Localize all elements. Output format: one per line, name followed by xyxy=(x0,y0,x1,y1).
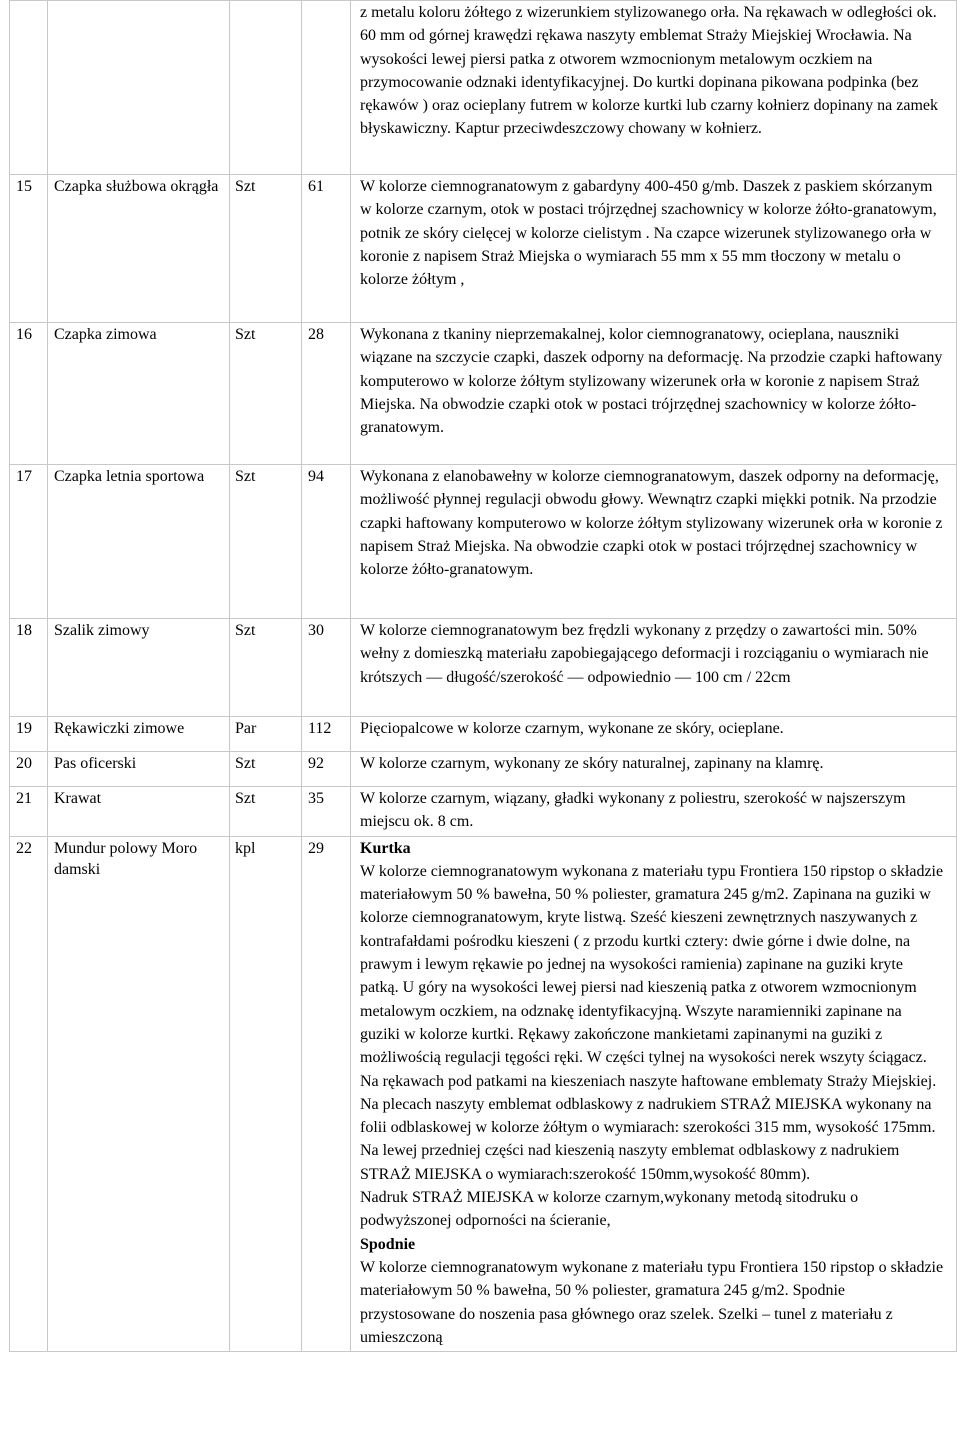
cell-quantity xyxy=(302,1,351,175)
cell-number: 18 xyxy=(10,619,48,717)
cell-quantity: 92 xyxy=(302,752,351,787)
cell-quantity: 94 xyxy=(302,465,351,619)
cell-number: 21 xyxy=(10,787,48,837)
cell-quantity: 112 xyxy=(302,717,351,752)
cell-number: 16 xyxy=(10,323,48,465)
cell-description: Wykonana z elanobawełny w kolorze ciemnogranatowym, daszek odporny na deformację, możliwość płynnej regulacji obwodu głowy. Wewnątrz czapki miękki potnik. Na przodzie czapki haftowany komputerowo w kolorze żółtym stylizowany wizerunek orła w koronie z napisem Straż Miejska. Na obwodzie czapki otok w postaci trójrzędnej szachownicy w kolorze żółto-granatowym. xyxy=(351,465,957,619)
cell-description: W kolorze czarnym, wykonany ze skóry naturalnej, zapinany na klamrę. xyxy=(351,752,957,787)
description-paragraph: W kolorze ciemnogranatowym wykonana z materiału typu Frontiera 150 ripstop o składzie materiałowym 50 % bawełna, 50 % poliester, gramatura 245 g/m2. Zapinana na guziki w kolorze ciemnogranatowym, kryte listwą. Sześć kieszeni zewnętrznych naszywanych z kontrafałdami pośrodku kieszeni ( z przodu kurtki cztery: dwie górne i dwie dolne, na prawym i lewym rękawie po jednej na wysokości ramienia) zapinane na guziki kryte patką. U góry na wysokości lewej piersi nad kieszenią patka z otworem wzmocnionym metalowym oczkiem, na odznakę identyfikacyjną. Wszyte naramienniki zapinane na guziki w kolorze kurtki. Rękawy zakończone mankietami zapinanymi na guziki z możliwością regulacji tęgości ręki. W części tylnej na wysokości nerek wszyty ściągacz. Na rękawach pod patkami na kieszeniach naszyte haftowane emblematy Straży Miejskiej. Na plecach naszyty emblemat odblaskowy z nadrukiem STRAŻ MIEJSKA wykonany na folii odblaskowej w kolorze żółtym o wymiarach: szerokości 315 mm, wysokość 175mm. Na lewej przedniej części nad kieszenią naszyty emblemat odblaskowy z nadrukiem STRAŻ MIEJSKA o wymiarach:szerokość 150mm,wysokość 80mm). xyxy=(360,862,944,1183)
cell-item-name: Czapka letnia sportowa xyxy=(48,465,230,619)
table-row-continuation xyxy=(10,1,957,175)
cell-quantity: 30 xyxy=(302,619,351,717)
description-text: z metalu koloru żółtego z wizerunkiem stylizowanego orła. Na rękawach w odległości ok. 60 mm od górnej krawędzi rękawa naszyty emblemat Straży Miejskiej Wrocławia. Na wysokości lewej piersi patka z otworem wzmocnionym metalowym oczkiem na przymocowanie odznaki identyfikacyjnej. Do kurtki dopinana pikowana podpinka (bez rękawów ) oraz ocieplany futrem w kolorze kurtki lub czarny kołnierz dopinany na zamek błyskawiczny. Kaptur przeciwdeszczowy chowany w kołnierz. xyxy=(360,4,938,138)
table-row xyxy=(10,465,957,619)
cell-unit: Szt xyxy=(230,752,302,787)
cell-unit: kpl xyxy=(230,836,302,1352)
cell-quantity: 61 xyxy=(302,175,351,323)
cell-description: W kolorze ciemnogranatowym bez frędzli wykonany z przędzy o zawartości min. 50% wełny z domieszką materiału zapobiegającego deformacji i rozciąganiu o wymiarach nie krótszych — długość/szerokość — odpowiednio — 100 cm / 22cm xyxy=(351,619,957,717)
cell-item-name: Krawat xyxy=(48,787,230,837)
cell-quantity: 28 xyxy=(302,323,351,465)
cell-unit: Szt xyxy=(230,619,302,717)
cell-number: 19 xyxy=(10,717,48,752)
cell-number: 20 xyxy=(10,752,48,787)
cell-unit: Szt xyxy=(230,175,302,323)
description-paragraph: W kolorze ciemnogranatowym wykonane z materiału typu Frontiera 150 ripstop o składzie materiałowym 50 % bawełna, 50 % poliester, gramatura 245 g/m2. Spodnie przystosowane do noszenia pasa głównego oraz szelek. Szelki – tunel z materiału z umieszczoną xyxy=(360,1258,944,1346)
cell-quantity: 29 xyxy=(302,836,351,1352)
cell-unit: Par xyxy=(230,717,302,752)
table-row xyxy=(10,717,957,752)
table-row xyxy=(10,323,957,465)
table-row xyxy=(10,619,957,717)
table-row xyxy=(10,787,957,837)
cell-item-name: Czapka służbowa okrągła xyxy=(48,175,230,323)
cell-description: Pięciopalcowe w kolorze czarnym, wykonane ze skóry, ocieplane. xyxy=(351,717,957,752)
specification-table-body xyxy=(10,1,957,1352)
cell-number: 17 xyxy=(10,465,48,619)
cell-item-name: Czapka zimowa xyxy=(48,323,230,465)
cell-number: 15 xyxy=(10,175,48,323)
cell-description xyxy=(351,836,957,1352)
section-heading-kurtka: Kurtka xyxy=(360,839,411,857)
specification-table xyxy=(9,0,957,1352)
table-row xyxy=(10,752,957,787)
cell-unit: Szt xyxy=(230,787,302,837)
cell-number xyxy=(10,1,48,175)
cell-item-name: Mundur polowy Moro damski xyxy=(48,836,230,1352)
cell-item-name: Rękawiczki zimowe xyxy=(48,717,230,752)
cell-description: Wykonana z tkaniny nieprzemakalnej, kolor ciemnogranatowy, ocieplana, nauszniki wiązane na szczycie czapki, daszek odporny na deformację. Na przodzie czapki haftowany komputerowo w kolorze żółtym stylizowany wizerunek orła w koronie z napisem Straż Miejska. Na obwodzie czapki otok w postaci trójrzędnej szachownicy w kolorze żółto-granatowym. xyxy=(351,323,957,465)
cell-description: W kolorze ciemnogranatowym z gabardyny 400-450 g/mb. Daszek z paskiem skórzanym w kolorze czarnym, otok w postaci trójrzędnej szachownicy w kolorze żółto-granatowym, potnik ze skóry cielęcej w kolorze cielistym . Na czapce wizerunek stylizowanego orła w koronie z napisem Straż Miejska o wymiarach 55 mm x 55 mm tłoczony w metalu o kolorze żółtym , xyxy=(351,175,957,323)
cell-item-name: Szalik zimowy xyxy=(48,619,230,717)
cell-item-name xyxy=(48,1,230,175)
cell-quantity: 35 xyxy=(302,787,351,837)
cell-unit: Szt xyxy=(230,323,302,465)
cell-description xyxy=(351,1,957,175)
cell-unit: Szt xyxy=(230,465,302,619)
cell-item-name: Pas oficerski xyxy=(48,752,230,787)
cell-unit xyxy=(230,1,302,175)
cell-number: 22 xyxy=(10,836,48,1352)
cell-description: W kolorze czarnym, wiązany, gładki wykonany z poliestru, szerokość w najszerszym miejscu ok. 8 cm. xyxy=(351,787,957,837)
table-row xyxy=(10,836,957,1352)
section-heading-spodnie: Spodnie xyxy=(360,1235,416,1253)
table-row xyxy=(10,175,957,323)
description-paragraph: Nadruk STRAŻ MIEJSKA w kolorze czarnym,wykonany metodą sitodruku o podwyższonej odporności na ścieranie, xyxy=(360,1189,859,1230)
